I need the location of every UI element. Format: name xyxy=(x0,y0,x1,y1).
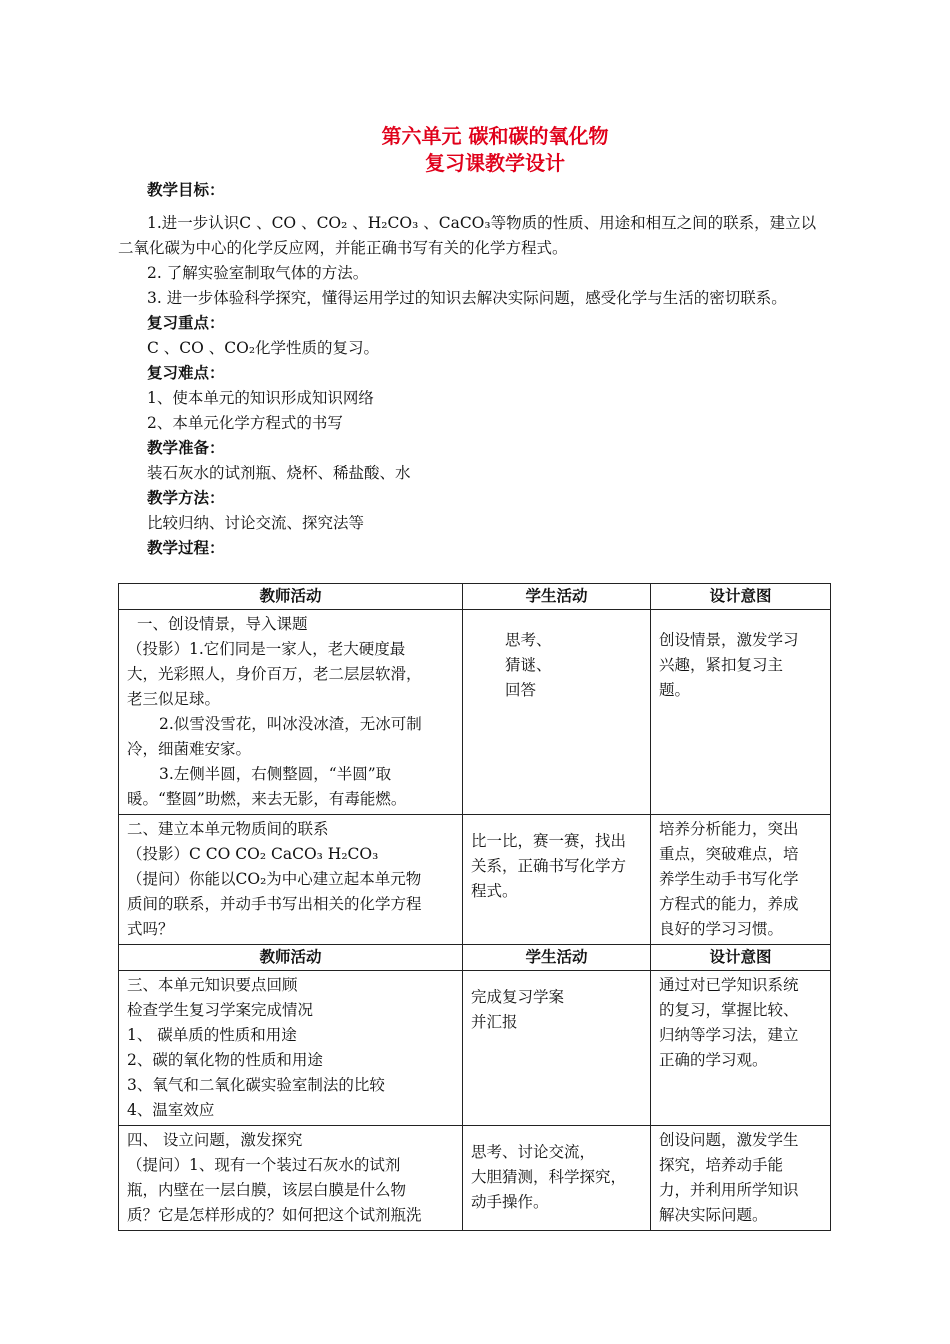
cell-text: 良好的学习习惯。 xyxy=(659,920,784,938)
cell-text: 质？它是怎样形成的？如何把这个试剂瓶洗 xyxy=(127,1206,422,1224)
difficulty-1: 1、使本单元的知识形成知识网络 xyxy=(147,389,374,407)
cell-text: 探究，培养动手能 xyxy=(659,1156,784,1174)
table-header-row xyxy=(119,584,831,610)
cell-text: 2、碳的氧化物的性质和用途 xyxy=(127,1051,323,1069)
student-activity-cell xyxy=(463,971,651,1126)
cell-text: 归纳等学习法，建立 xyxy=(659,1026,799,1044)
cell-text: 思考、讨论交流， xyxy=(471,1143,596,1161)
table-row xyxy=(119,1126,831,1231)
header-student-activity: 学生活动 xyxy=(463,945,651,971)
cell-text: 式吗？ xyxy=(127,920,174,938)
teacher-activity-cell xyxy=(119,1126,463,1231)
lesson-process-table xyxy=(118,583,831,1231)
cell-text: 题。 xyxy=(659,681,691,699)
design-intent-cell xyxy=(651,971,831,1126)
cell-text: 3、氧气和二氧化碳实验室制法的比较 xyxy=(127,1076,385,1094)
document-subtitle: 复习课教学设计 xyxy=(425,151,565,175)
cell-text: 培养分析能力，突出 xyxy=(659,820,799,838)
cell-text: 老三似足球。 xyxy=(127,690,221,708)
cell-text: 方程式的能力，养成 xyxy=(659,895,799,913)
table-row xyxy=(119,610,831,815)
table-row xyxy=(119,815,831,945)
key-points-heading: 复习重点： xyxy=(147,314,225,332)
cell-text: 思考、 xyxy=(505,631,552,649)
cell-text: 创设情景，激发学习 xyxy=(659,631,799,649)
goals-heading: 教学目标： xyxy=(147,181,225,199)
preparation-heading: 教学准备： xyxy=(147,439,225,457)
teacher-activity-cell xyxy=(119,971,463,1126)
teacher-activity-cell xyxy=(119,610,463,815)
cell-text: 动手操作。 xyxy=(471,1193,549,1211)
cell-text: 大，光彩照人，身价百万，老二层层软滑， xyxy=(127,665,422,683)
cell-text: 力，并利用所学知识 xyxy=(659,1181,799,1199)
cell-text: （投影）1.它们同是一家人，老大硬度最 xyxy=(127,640,406,658)
cell-text: 创设问题，激发学生 xyxy=(659,1131,799,1149)
header-student-activity: 学生活动 xyxy=(463,584,651,610)
cell-text: 比一比，赛一赛，找出 xyxy=(471,832,627,850)
design-intent-cell xyxy=(651,815,831,945)
preparation-text: 装石灰水的试剂瓶、烧杯、稀盐酸、水 xyxy=(147,464,411,482)
design-intent-cell xyxy=(651,1126,831,1231)
cell-text: 一、创设情景，导入课题 xyxy=(137,615,308,633)
difficulties-heading: 复习难点： xyxy=(147,364,225,382)
student-activity-cell xyxy=(463,1126,651,1231)
cell-text: 瓶，内壁在一层白膜，该层白膜是什么物 xyxy=(127,1181,407,1199)
cell-text: 养学生动手书写化学 xyxy=(659,870,799,888)
goal-1-line-1: 1.进一步认识C 、CO 、CO₂ 、H₂CO₃ 、CaCO₃等物质的性质、用途和相互之间的联系，建立以 xyxy=(147,214,817,232)
cell-text: 3.左侧半圆，右侧整圆，“半圆”取 xyxy=(159,765,392,783)
cell-text: 四、 设立问题，激发探究 xyxy=(127,1131,303,1149)
header-teacher-activity: 教师活动 xyxy=(119,584,463,610)
table-row xyxy=(119,971,831,1126)
process-heading: 教学过程： xyxy=(147,539,225,557)
cell-text: （投影）C CO CO₂ CaCO₃ H₂CO₃ xyxy=(127,845,379,863)
methods-text: 比较归纳、讨论交流、探究法等 xyxy=(147,514,365,532)
teacher-activity-cell xyxy=(119,815,463,945)
cell-text: 兴趣，紧扣复习主 xyxy=(659,656,784,674)
cell-text: 的复习，掌握比较、 xyxy=(659,1001,799,1019)
header-teacher-activity: 教师活动 xyxy=(119,945,463,971)
header-design-intent: 设计意图 xyxy=(651,584,831,610)
difficulty-2: 2、本单元化学方程式的书写 xyxy=(147,414,343,432)
cell-text: 完成复习学案 xyxy=(471,988,565,1006)
design-intent-cell xyxy=(651,610,831,815)
document-title: 第六单元 碳和碳的氧化物 xyxy=(381,124,609,148)
cell-text: 猜谜、 xyxy=(505,656,552,674)
cell-text: 解决实际问题。 xyxy=(659,1206,768,1224)
cell-text: 正确的学习观。 xyxy=(659,1051,768,1069)
cell-text: 4、温室效应 xyxy=(127,1101,215,1119)
key-points-text: C 、CO 、CO₂化学性质的复习。 xyxy=(147,339,380,357)
cell-text: 回答 xyxy=(505,681,537,699)
cell-text: 通过对已学知识系统 xyxy=(659,976,799,994)
goal-1-line-2: 二氧化碳为中心的化学反应网，并能正确书写有关的化学方程式。 xyxy=(118,239,568,257)
methods-heading: 教学方法： xyxy=(147,489,225,507)
cell-text: 冷，细菌难安家。 xyxy=(127,740,252,758)
cell-text: 检查学生复习学案完成情况 xyxy=(127,1001,314,1019)
student-activity-cell xyxy=(463,610,651,815)
cell-text: 二、建立本单元物质间的联系 xyxy=(127,820,329,838)
cell-text: 程式。 xyxy=(471,882,518,900)
cell-text: 并汇报 xyxy=(471,1013,518,1031)
cell-text: （提问）1、现有一个装过石灰水的试剂 xyxy=(127,1156,401,1174)
header-design-intent: 设计意图 xyxy=(651,945,831,971)
cell-text: 暖。“整圆”助燃，来去无影，有毒能燃。 xyxy=(127,790,407,808)
goal-3: 3. 进一步体验科学探究，懂得运用学过的知识去解决实际问题，感受化学与生活的密切联系。 xyxy=(147,289,787,307)
cell-text: 三、本单元知识要点回顾 xyxy=(127,976,298,994)
cell-text: 2.似雪没雪花，叫冰没冰渣，无冰可制 xyxy=(159,715,422,733)
cell-text: 1、 碳单质的性质和用途 xyxy=(127,1026,297,1044)
cell-text: 质间的联系，并动手书写出相关的化学方程 xyxy=(127,895,422,913)
cell-text: 重点，突破难点，培 xyxy=(659,845,799,863)
cell-text: （提问）你能以CO₂为中心建立起本单元物 xyxy=(127,870,422,888)
cell-text: 关系，正确书写化学方 xyxy=(471,857,627,875)
student-activity-cell xyxy=(463,815,651,945)
table-header-row xyxy=(119,945,831,971)
goal-2: 2. 了解实验室制取气体的方法。 xyxy=(147,264,369,282)
cell-text: 大胆猜测，科学探究， xyxy=(471,1168,627,1186)
